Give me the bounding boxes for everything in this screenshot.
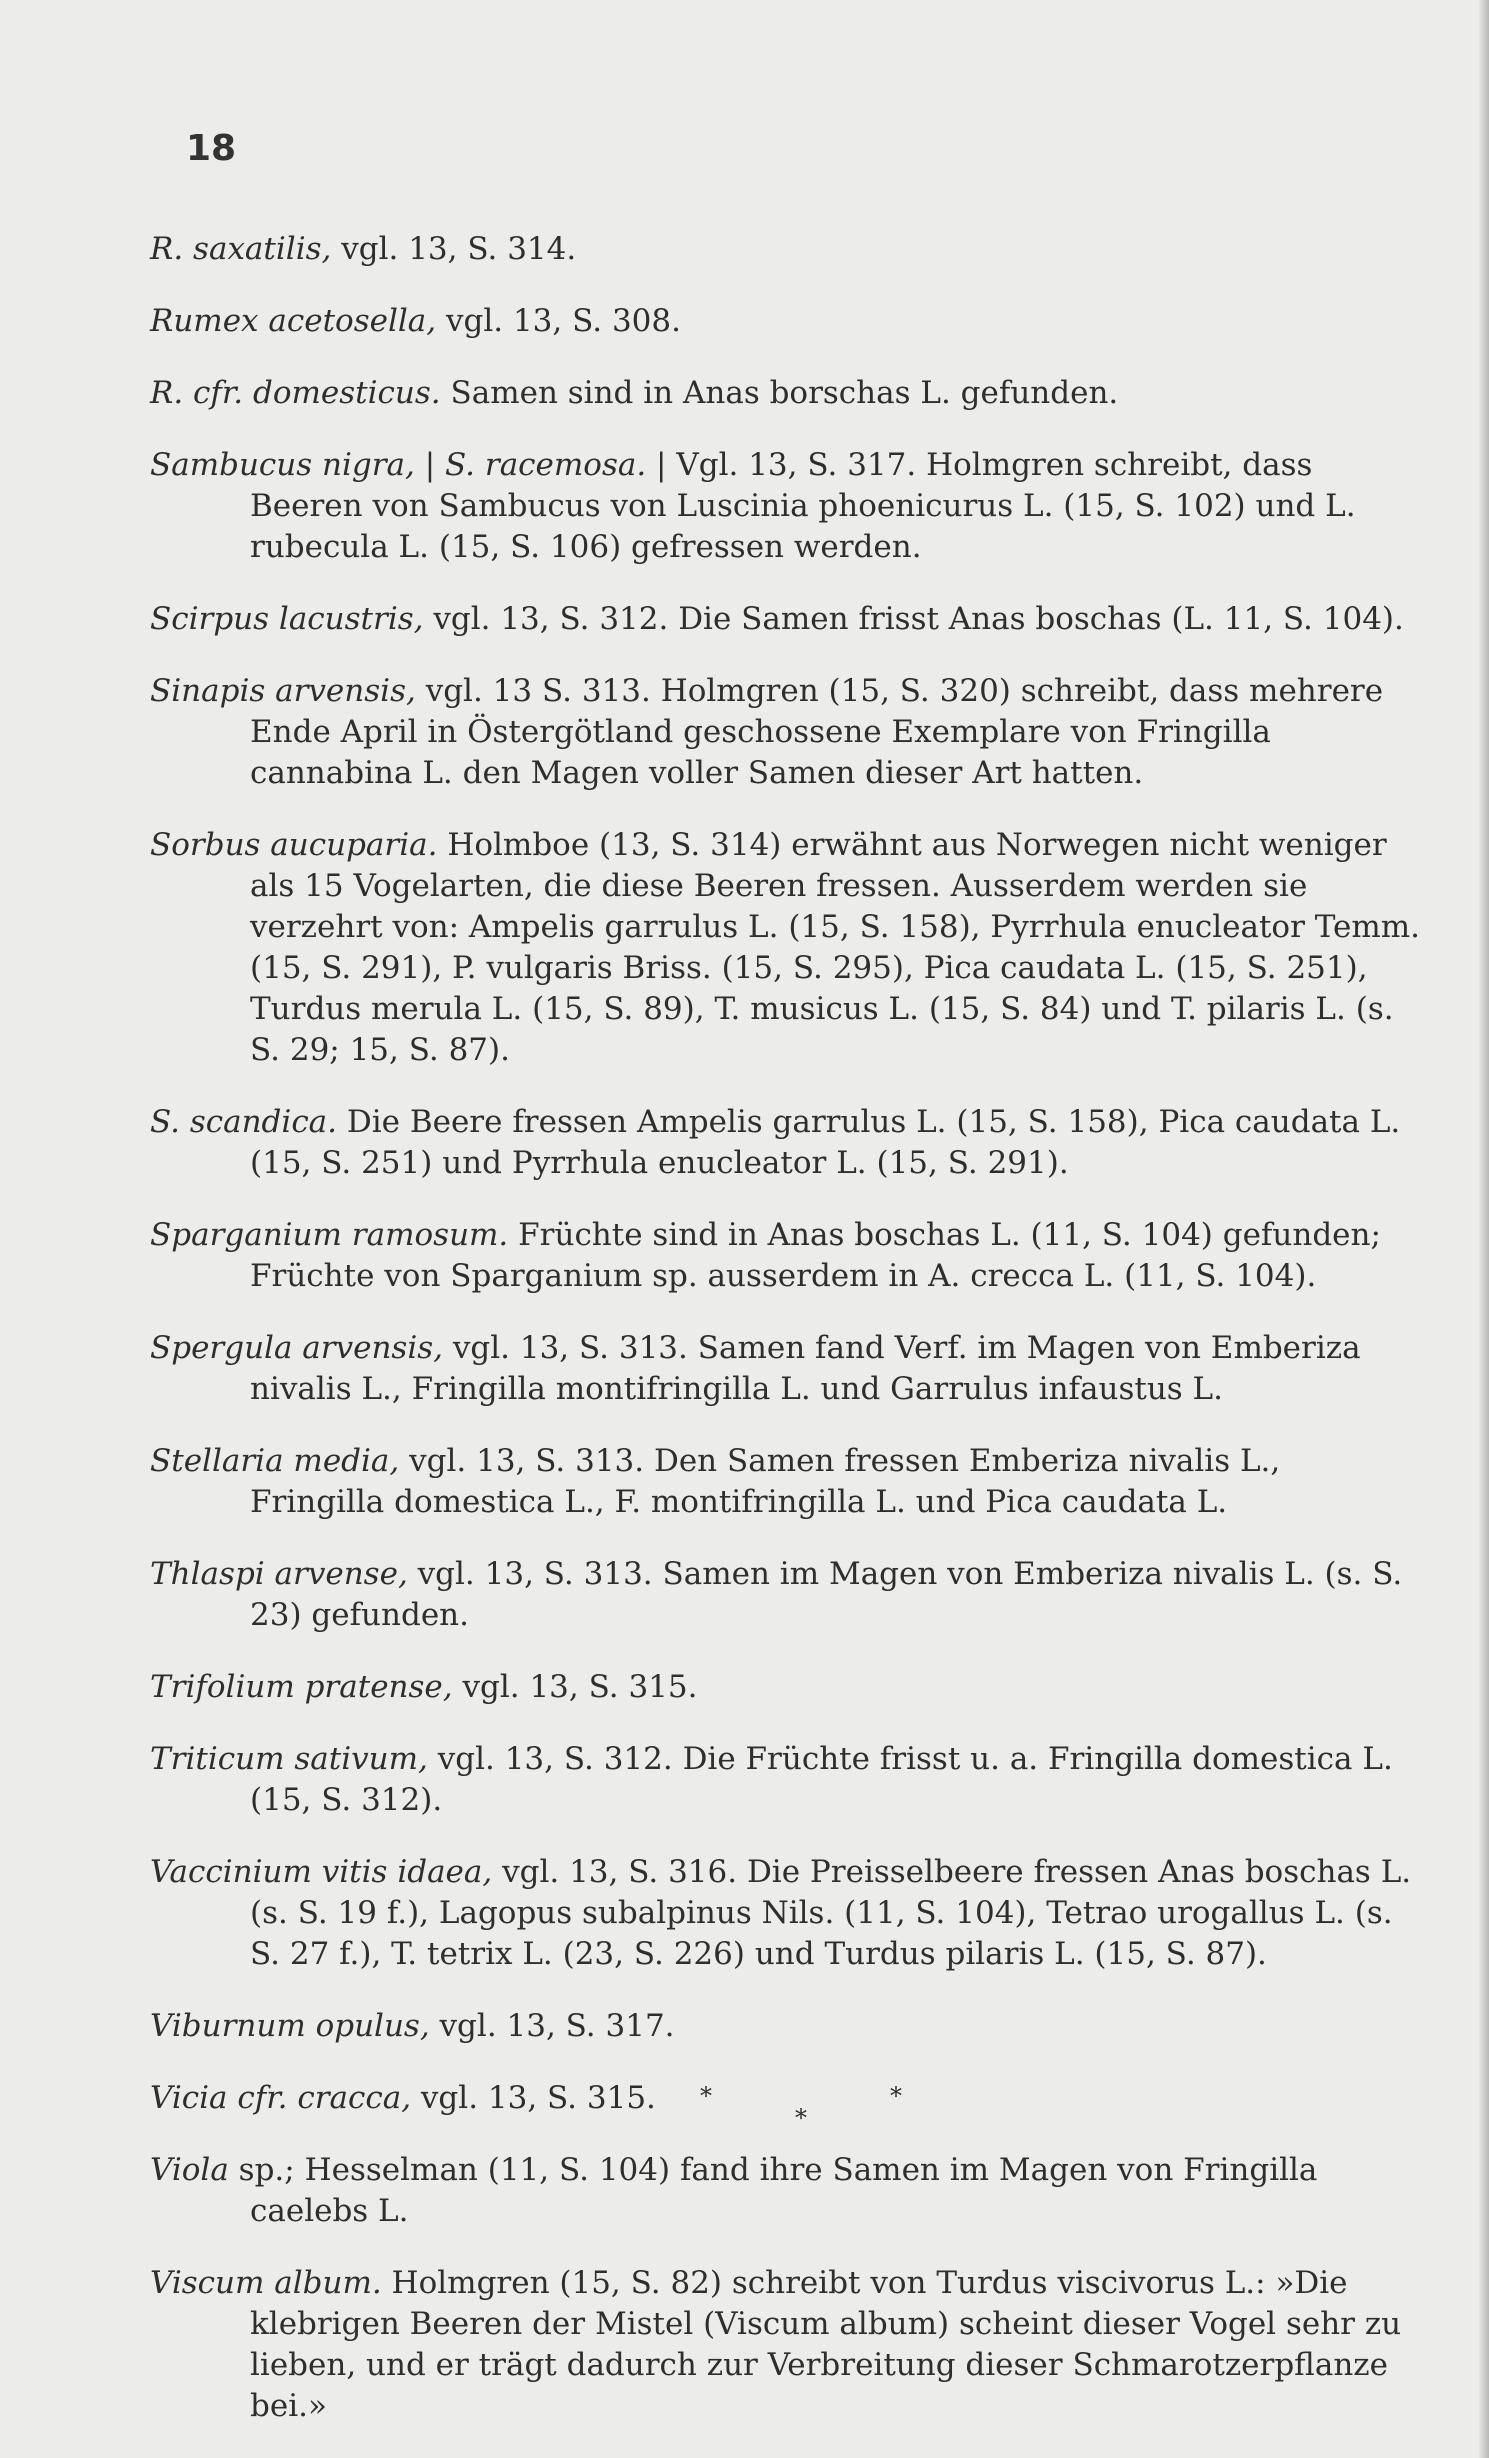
entry-spergula-arvensis [150, 1328, 1420, 1410]
entry-text: vgl. 13, S. 313. Samen im Magen von Emberiza nivalis L. (s. S. 23) gefunden. [250, 1556, 1403, 1633]
entry-vaccinium-vitis-idaea [150, 1852, 1420, 1975]
entry-r-domesticus [150, 373, 1420, 414]
entry-latin-name: Sorbus aucuparia. [150, 827, 438, 863]
entry-scirpus-lacustris [150, 599, 1420, 640]
entry-viola [150, 2150, 1420, 2232]
entry-latin-name: Sambucus nigra, | S. racemosa. | [150, 447, 667, 483]
asterisk: * [700, 2082, 712, 2110]
entry-trifolium-pratense [150, 1667, 1420, 1708]
entry-text: Die Beere fressen Ampelis garrulus L. (15, S. 158), Pica caudata L. (15, S. 251) und Pyrrhula enucleator L. (15, S. 291). [250, 1104, 1401, 1181]
entry-sorbus-scandica [150, 1102, 1420, 1184]
entry-latin-name: S. scandica. [150, 1104, 338, 1140]
entry-text: Vgl. 13, S. 317. Holmgren schreibt, dass Beeren von Sambucus von Luscinia phoenicurus L. (15, S. 102) und L. rubecula L. (15, S. 106) gefressen werden. [250, 447, 1356, 565]
section-divider-asterisks [690, 2082, 930, 2152]
entry-latin-name: Stellaria media, [150, 1443, 400, 1479]
entry-text: vgl. 13, S. 316. Die Preisselbeere fressen Anas boschas L. (s. S. 19 f.), Lagopus subalpinus Nils. (11, S. 104), Tetrao urogallus L. (s. S. 27 f.), T. tetrix L. (23, S. 226) und Turdus pilaris L. (15, S. 87). [250, 1854, 1412, 1972]
entry-text: vgl. 13, S. 314. [331, 231, 577, 267]
entry-latin-name: Thlaspi arvense, [150, 1556, 408, 1592]
entry-latin-name: Triticum sativum, [150, 1741, 428, 1777]
entry-text: vgl. 13, S. 313. Den Samen fressen Emberiza nivalis L., Fringilla domestica L., F. montifringilla L. und Pica caudata L. [250, 1443, 1281, 1520]
entry-viburnum-opulus [150, 2006, 1420, 2047]
entry-latin-name: Sinapis arvensis, [150, 673, 416, 709]
entry-text: sp.; Hesselman (11, S. 104) fand ihre Samen im Magen von Fringilla caelebs L. [228, 2152, 1318, 2229]
entry-latin-name: Trifolium pratense, [150, 1669, 453, 1705]
entry-stellaria-media [150, 1441, 1420, 1523]
entry-thlaspi-arvense [150, 1554, 1420, 1636]
page-number: 18 [186, 128, 237, 169]
entry-rumex-acetosella [150, 301, 1420, 342]
entry-text: Früchte sind in Anas boschas L. (11, S. 104) gefunden; Früchte von Sparganium sp. ausserdem in A. crecca L. (11, S. 104). [250, 1217, 1381, 1294]
entry-sorbus-aucuparia [150, 825, 1421, 1071]
entry-rhamnus-saxatilis [150, 229, 1420, 270]
entry-text: vgl. 13, S. 313. Samen fand Verf. im Magen von Emberiza nivalis L., Fringilla montifringilla L. und Garrulus infaustus L. [250, 1330, 1361, 1407]
entry-latin-name: R. saxatilis, [150, 231, 332, 267]
entry-text: vgl. 13, S. 312. Die Früchte frisst u. a. Fringilla domestica L. (15, S. 312). [250, 1741, 1393, 1818]
entry-latin-name: Scirpus lacustris, [150, 601, 424, 637]
entry-text: Holmgren (15, S. 82) schreibt von Turdus viscivorus L.: »Die klebrigen Beeren der Mistel (Viscum album) scheint dieser Vogel sehr zu lieben, und er trägt dadurch zur Verbreitung dieser Schmarotzerpflanze bei.» [250, 2265, 1402, 2424]
entry-latin-name: Vaccinium vitis idaea, [150, 1854, 493, 1890]
entry-text: Samen sind in Anas borschas L. gefunden. [440, 375, 1119, 411]
entry-latin-name: Rumex acetosella, [150, 303, 437, 339]
entry-text: Holmboe (13, S. 314) erwähnt aus Norwegen nicht weniger als 15 Vogelarten, die diese Beeren fressen. Ausserdem werden sie verzehrt von: Ampelis garrulus L. (15, S. 158), Pyrrhula enucleator Temm. (15, S. 291), P. vulgaris Briss. (15, S. 295), Pica caudata L. (15, S. 251), Turdus merula L. (15, S. 89), T. musicus L. (15, S. 84) und T. pilaris L. (s. S. 29; 15, S. 87). [250, 827, 1421, 1068]
entry-sambucus [150, 445, 1420, 568]
entry-text: vgl. 13, S. 312. Die Samen frisst Anas boschas (L. 11, S. 104). [423, 601, 1404, 637]
entry-viscum-album [150, 2263, 1420, 2427]
asterisk: * [890, 2082, 902, 2110]
entry-latin-name: Vicia cfr. cracca, [150, 2080, 412, 2116]
entry-latin-name: R. cfr. domesticus. [150, 375, 441, 411]
entry-latin-name: Viola [150, 2152, 229, 2188]
page-edge-shadow [1479, 0, 1489, 2458]
entry-latin-name: Viburnum opulus, [150, 2008, 430, 2044]
entry-text: vgl. 13 S. 313. Holmgren (15, S. 320) schreibt, dass mehrere Ende April in Östergötland geschossene Exemplare von Fringilla cannabina L. den Magen voller Samen dieser Art hatten. [250, 673, 1384, 791]
entry-sinapis-arvensis [150, 671, 1420, 794]
entry-text: vgl. 13, S. 315. [411, 2080, 656, 2116]
entry-sparganium-ramosum [150, 1215, 1420, 1297]
asterisk: * [795, 2104, 807, 2132]
entry-text: vgl. 13, S. 317. [429, 2008, 675, 2044]
entry-latin-name: Sparganium ramosum. [150, 1217, 509, 1253]
entry-text: vgl. 13, S. 308. [436, 303, 681, 339]
entry-latin-name: Spergula arvensis, [150, 1330, 444, 1366]
entry-latin-name: Viscum album. [150, 2265, 382, 2301]
entry-text: vgl. 13, S. 315. [452, 1669, 698, 1705]
entry-triticum-sativum [150, 1739, 1420, 1821]
